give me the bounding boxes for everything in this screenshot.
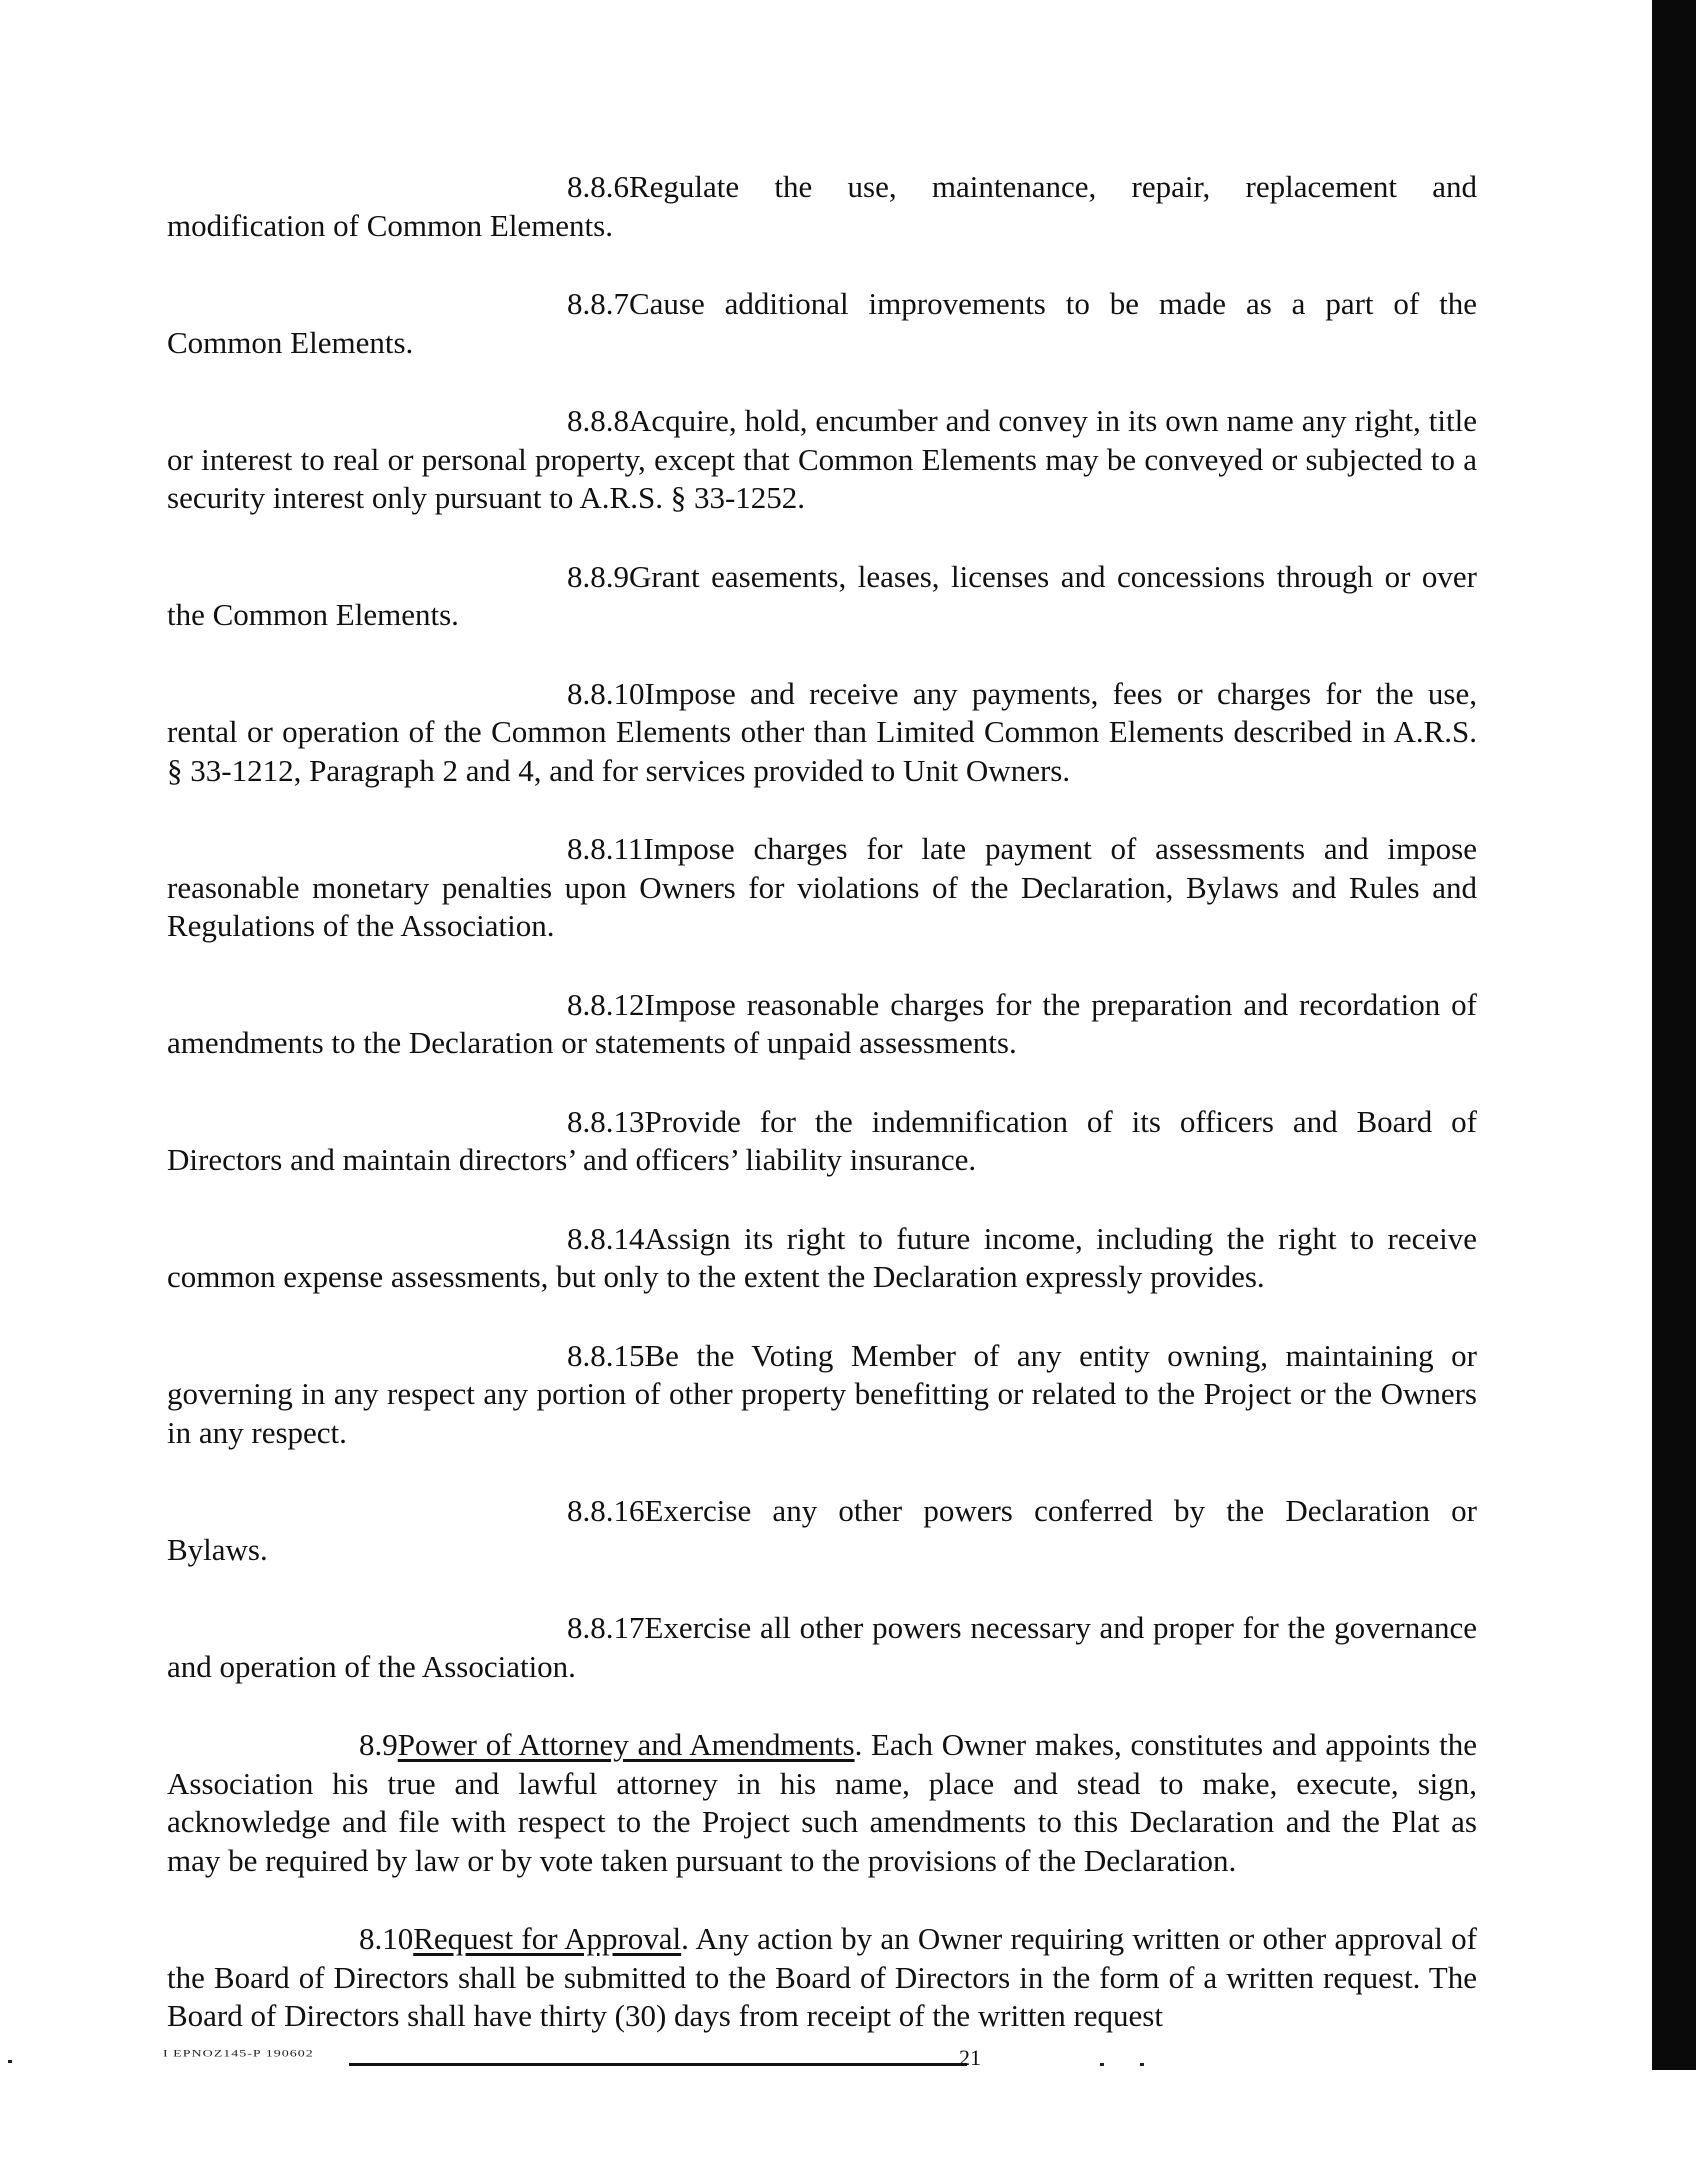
paragraph-text: Impose and receive any payments, fees or charges for the use, rental or operation of the Common Elements other than Limited Common Elements described in A.R.S. § 33-1212, Paragraph 2 and 4, and for services provided to Unit Owners. — [167, 675, 1477, 788]
paragraph-text: Acquire, hold, encumber and convey in its own name any right, title or interest to real or personal property, except that Common Elements may be conveyed or subjected to a security interest only pursuant to A.R.S. § 33-1252. — [167, 403, 1477, 515]
paragraph-text: Exercise all other powers necessary and proper for the governance and operation of the Association. — [167, 1610, 1477, 1684]
footer-rule — [349, 2063, 967, 2066]
paragraph-8-8-8 — [167, 402, 1477, 518]
paragraph-number: 8.8.11 — [567, 831, 644, 866]
paragraph-number: 8.8.17 — [567, 1610, 645, 1645]
paragraph-number: 8.8.13 — [567, 1103, 645, 1139]
paragraph-text: Assign its right to future income, including the right to receive common expense assessments, but only to the extent the Declaration expressly provides. — [167, 1220, 1477, 1294]
paragraph-8-8-14 — [167, 1220, 1477, 1297]
paragraph-8-8-15 — [167, 1337, 1477, 1453]
section-8-10 — [167, 1920, 1477, 2036]
paragraph-number: 8.8.6 — [567, 169, 629, 204]
paragraph-text: Impose reasonable charges for the preparation and recordation of amendments to the Declaration or statements of unpaid assessments. — [167, 986, 1477, 1060]
paragraph-number: 8.8.7 — [567, 286, 629, 321]
section-heading: Power of Attorney and Amendments — [397, 1727, 855, 1762]
paragraph-number: 8.8.16 — [567, 1493, 645, 1528]
paragraph-text: Cause additional improvements to be made as a part of the Common Elements. — [167, 286, 1477, 360]
scan-edge-bar — [1652, 0, 1696, 2070]
section-text: . Each Owner makes, constitutes and appoints the Association his true and lawful attorney in his name, place and stead to make, execute, sign, acknowledge and file with respect to the Project such amendments to this Declaration and the Plat as may be required by law or by vote taken pursuant to the provisions of the Declaration. — [167, 1727, 1477, 1878]
paragraph-number: 8.8.14 — [567, 1220, 645, 1256]
paragraph-8-8-10 — [167, 675, 1477, 791]
paragraph-8-8-12 — [167, 986, 1477, 1063]
paragraph-text: Regulate the use, maintenance, repair, replacement and modification of Common Elements. — [167, 169, 1477, 243]
paragraph-8-8-6 — [167, 168, 1477, 245]
page-footer — [163, 2045, 1163, 2075]
section-8-9 — [167, 1726, 1477, 1880]
scan-speck — [1100, 2063, 1104, 2066]
paragraph-number: 8.8.8 — [567, 403, 629, 438]
paragraph-8-8-17 — [167, 1609, 1477, 1686]
paragraph-number: 8.8.10 — [567, 675, 645, 711]
paragraph-text: Impose charges for late payment of assessments and impose reasonable monetary penalties upon Owners for violations of the Declaration, Bylaws and Rules and Regulations of the Association. — [167, 831, 1477, 943]
paragraph-8-8-11 — [167, 830, 1477, 946]
paragraph-text: Provide for the indemnification of its officers and Board of Directors and maintain directors’ and officers’ liability insurance. — [167, 1103, 1477, 1177]
document-id: I EPNOZ145-P 190602 — [163, 2049, 314, 2060]
section-heading: Request for Approval — [413, 1921, 682, 1956]
section-number: 8.10 — [359, 1921, 414, 1956]
paragraph-number: 8.8.15 — [567, 1337, 645, 1373]
paragraph-text: Grant easements, leases, licenses and concessions through or over the Common Elements. — [167, 558, 1477, 632]
scan-speck — [1140, 2063, 1144, 2066]
paragraph-8-8-16 — [167, 1492, 1477, 1569]
paragraph-8-8-7 — [167, 285, 1477, 362]
paragraph-8-8-13 — [167, 1103, 1477, 1180]
paragraph-text: Exercise any other powers conferred by the Declaration or Bylaws. — [167, 1493, 1477, 1567]
paragraph-number: 8.8.9 — [567, 558, 629, 594]
section-text: . Any action by an Owner requiring written or other approval of the Board of Directors shall be submitted to the Board of Directors in the form of a written request. The Board of Directors shall have thirty (30) days from receipt of the written request — [167, 1921, 1477, 2033]
paragraph-8-8-9 — [167, 558, 1477, 635]
document-body — [167, 168, 1477, 2036]
scan-speck — [8, 2060, 12, 2063]
paragraph-text: Be the Voting Member of any entity owning, maintaining or governing in any respect any portion of other property benefitting or related to the Project or the Owners in any respect. — [167, 1337, 1477, 1450]
paragraph-number: 8.8.12 — [567, 986, 645, 1022]
section-number: 8.9 — [359, 1727, 398, 1762]
page-number: 21 — [959, 2045, 981, 2070]
